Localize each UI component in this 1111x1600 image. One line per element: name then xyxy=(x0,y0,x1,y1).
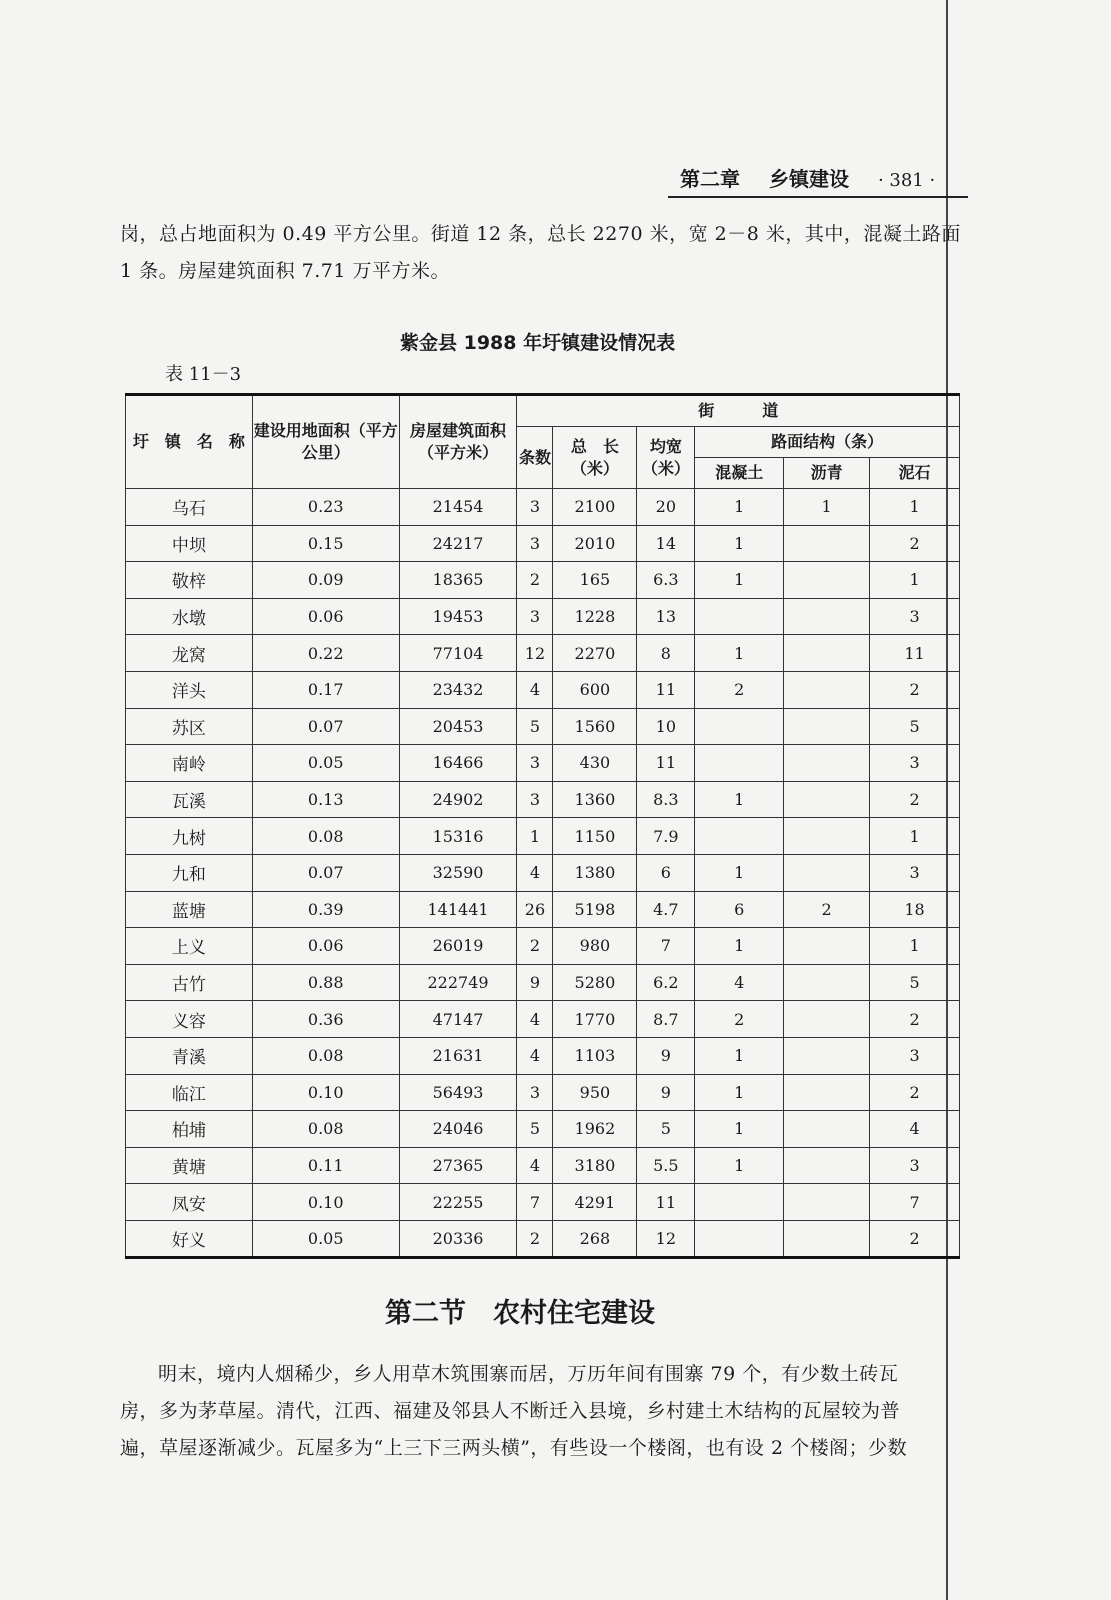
cell-length: 1560 xyxy=(553,708,637,745)
cell-length: 5280 xyxy=(553,964,637,1001)
cell-gravel: 1 xyxy=(870,928,960,965)
table-row xyxy=(126,745,960,782)
table-row xyxy=(126,1001,960,1038)
cell-width: 8 xyxy=(637,635,695,672)
header-building-area: 房屋建筑面积（平方米） xyxy=(399,395,517,489)
table-row xyxy=(126,1220,960,1258)
cell-building: 23432 xyxy=(399,671,517,708)
header-concrete: 混凝土 xyxy=(695,458,784,489)
cell-length: 268 xyxy=(553,1220,637,1258)
cell-land: 0.10 xyxy=(252,1074,399,1111)
cell-name: 敬梓 xyxy=(126,562,253,599)
cell-gravel: 5 xyxy=(870,964,960,1001)
table-row xyxy=(126,781,960,818)
cell-width: 6.3 xyxy=(637,562,695,599)
cell-width: 20 xyxy=(637,489,695,526)
cell-asphalt xyxy=(784,562,870,599)
cell-concrete: 1 xyxy=(695,1111,784,1148)
cell-count: 4 xyxy=(517,1147,553,1184)
cell-name: 九和 xyxy=(126,854,253,891)
cell-building: 16466 xyxy=(399,745,517,782)
table-row xyxy=(126,854,960,891)
cell-asphalt: 1 xyxy=(784,489,870,526)
cell-name: 好义 xyxy=(126,1220,253,1258)
table-row xyxy=(126,489,960,526)
intro-line: 岗，总占地面积为 0.49 平方公里。街道 12 条，总长 2270 米，宽 2－8 米，其中，混凝土路面 xyxy=(120,223,961,245)
table-row xyxy=(126,598,960,635)
header-count: 条数 xyxy=(517,427,553,489)
cell-land: 0.10 xyxy=(252,1184,399,1221)
cell-name: 凤安 xyxy=(126,1184,253,1221)
cell-name: 龙窝 xyxy=(126,635,253,672)
cell-width: 11 xyxy=(637,671,695,708)
cell-asphalt xyxy=(784,671,870,708)
cell-name: 临江 xyxy=(126,1074,253,1111)
cell-concrete: 1 xyxy=(695,928,784,965)
table-row xyxy=(126,818,960,855)
cell-concrete: 1 xyxy=(695,562,784,599)
cell-count: 3 xyxy=(517,525,553,562)
cell-asphalt xyxy=(784,1184,870,1221)
cell-gravel: 2 xyxy=(870,1074,960,1111)
header-rule xyxy=(668,196,968,198)
cell-gravel: 1 xyxy=(870,562,960,599)
cell-length: 2270 xyxy=(553,635,637,672)
cell-length: 4291 xyxy=(553,1184,637,1221)
cell-building: 20336 xyxy=(399,1220,517,1258)
cell-name: 瓦溪 xyxy=(126,781,253,818)
cell-gravel: 11 xyxy=(870,635,960,672)
cell-length: 1962 xyxy=(553,1111,637,1148)
cell-concrete xyxy=(695,1220,784,1258)
cell-asphalt xyxy=(784,708,870,745)
cell-land: 0.39 xyxy=(252,891,399,928)
cell-width: 14 xyxy=(637,525,695,562)
cell-building: 141441 xyxy=(399,891,517,928)
cell-land: 0.36 xyxy=(252,1001,399,1038)
cell-gravel: 3 xyxy=(870,1147,960,1184)
cell-name: 黄塘 xyxy=(126,1147,253,1184)
cell-count: 3 xyxy=(517,1074,553,1111)
cell-count: 4 xyxy=(517,671,553,708)
table-row xyxy=(126,1184,960,1221)
cell-name: 古竹 xyxy=(126,964,253,1001)
cell-count: 26 xyxy=(517,891,553,928)
cell-concrete: 1 xyxy=(695,1147,784,1184)
cell-name: 义容 xyxy=(126,1001,253,1038)
cell-asphalt xyxy=(784,745,870,782)
cell-count: 2 xyxy=(517,928,553,965)
cell-width: 5 xyxy=(637,1111,695,1148)
header-total-length: 总 长（米） xyxy=(553,427,637,489)
cell-land: 0.08 xyxy=(252,1111,399,1148)
cell-count: 9 xyxy=(517,964,553,1001)
cell-asphalt xyxy=(784,964,870,1001)
cell-asphalt xyxy=(784,1220,870,1258)
table-row xyxy=(126,928,960,965)
cell-gravel: 3 xyxy=(870,1037,960,1074)
cell-width: 11 xyxy=(637,745,695,782)
table-title: 紫金县 1988 年圩镇建设情况表 xyxy=(400,332,676,354)
cell-count: 3 xyxy=(517,598,553,635)
cell-land: 0.06 xyxy=(252,598,399,635)
cell-width: 7.9 xyxy=(637,818,695,855)
cell-name: 苏区 xyxy=(126,708,253,745)
cell-name: 南岭 xyxy=(126,745,253,782)
cell-width: 12 xyxy=(637,1220,695,1258)
cell-land: 0.08 xyxy=(252,1037,399,1074)
cell-length: 1770 xyxy=(553,1001,637,1038)
cell-concrete: 2 xyxy=(695,1001,784,1038)
cell-length: 1103 xyxy=(553,1037,637,1074)
header-gravel: 泥石 xyxy=(870,458,960,489)
table-row xyxy=(126,525,960,562)
cell-land: 0.22 xyxy=(252,635,399,672)
cell-land: 0.07 xyxy=(252,854,399,891)
cell-concrete: 1 xyxy=(695,781,784,818)
body-line: 明末，境内人烟稀少，乡人用草木筑围寨而居，万历年间有围寨 79 个，有少数土砖瓦 xyxy=(158,1363,899,1385)
cell-name: 洋头 xyxy=(126,671,253,708)
cell-land: 0.06 xyxy=(252,928,399,965)
table-number: 表 11－3 xyxy=(165,364,242,385)
cell-width: 11 xyxy=(637,1184,695,1221)
cell-gravel: 4 xyxy=(870,1111,960,1148)
cell-count: 3 xyxy=(517,781,553,818)
cell-length: 1228 xyxy=(553,598,637,635)
cell-name: 蓝塘 xyxy=(126,891,253,928)
cell-gravel: 7 xyxy=(870,1184,960,1221)
cell-building: 26019 xyxy=(399,928,517,965)
cell-length: 1360 xyxy=(553,781,637,818)
cell-asphalt xyxy=(784,818,870,855)
chapter-title: 乡镇建设 xyxy=(768,167,849,191)
page-number: · 381 · xyxy=(877,170,936,191)
cell-width: 13 xyxy=(637,598,695,635)
chapter-label: 第二章 xyxy=(680,167,740,191)
cell-width: 9 xyxy=(637,1074,695,1111)
cell-length: 3180 xyxy=(553,1147,637,1184)
running-header xyxy=(680,163,980,193)
cell-length: 5198 xyxy=(553,891,637,928)
body-paragraph xyxy=(120,1356,990,1467)
header-streets: 街 道 xyxy=(517,395,960,427)
cell-land: 0.88 xyxy=(252,964,399,1001)
cell-concrete: 1 xyxy=(695,1037,784,1074)
cell-concrete xyxy=(695,708,784,745)
cell-count: 3 xyxy=(517,489,553,526)
table-row xyxy=(126,1111,960,1148)
header-avg-width: 均宽（米） xyxy=(637,427,695,489)
cell-gravel: 2 xyxy=(870,1220,960,1258)
body-line: 房，多为茅草屋。清代，江西、福建及邻县人不断迁入县境，乡村建土木结构的瓦屋较为普 xyxy=(120,1400,901,1422)
cell-concrete: 1 xyxy=(695,1074,784,1111)
cell-building: 77104 xyxy=(399,635,517,672)
cell-asphalt xyxy=(784,1037,870,1074)
cell-building: 19453 xyxy=(399,598,517,635)
cell-building: 56493 xyxy=(399,1074,517,1111)
cell-land: 0.23 xyxy=(252,489,399,526)
cell-asphalt xyxy=(784,854,870,891)
header-name: 圩 镇 名 称 xyxy=(126,395,253,489)
cell-land: 0.15 xyxy=(252,525,399,562)
cell-gravel: 2 xyxy=(870,525,960,562)
cell-concrete: 1 xyxy=(695,525,784,562)
cell-gravel: 5 xyxy=(870,708,960,745)
cell-asphalt xyxy=(784,635,870,672)
intro-paragraph xyxy=(120,216,990,290)
cell-building: 222749 xyxy=(399,964,517,1001)
cell-count: 2 xyxy=(517,562,553,599)
cell-building: 47147 xyxy=(399,1001,517,1038)
cell-length: 950 xyxy=(553,1074,637,1111)
table-row xyxy=(126,1147,960,1184)
cell-asphalt xyxy=(784,598,870,635)
cell-width: 9 xyxy=(637,1037,695,1074)
cell-building: 22255 xyxy=(399,1184,517,1221)
cell-count: 3 xyxy=(517,745,553,782)
cell-concrete: 1 xyxy=(695,489,784,526)
cell-width: 7 xyxy=(637,928,695,965)
cell-length: 2010 xyxy=(553,525,637,562)
cell-length: 1150 xyxy=(553,818,637,855)
cell-length: 1380 xyxy=(553,854,637,891)
cell-concrete: 1 xyxy=(695,854,784,891)
cell-length: 2100 xyxy=(553,489,637,526)
cell-width: 8.7 xyxy=(637,1001,695,1038)
cell-land: 0.08 xyxy=(252,818,399,855)
cell-count: 4 xyxy=(517,854,553,891)
cell-length: 600 xyxy=(553,671,637,708)
table-row xyxy=(126,1074,960,1111)
intro-line: 1 条。房屋建筑面积 7.71 万平方米。 xyxy=(120,260,451,282)
body-line: 遍，草屋逐渐减少。瓦屋多为“上三下三两头横”，有些设一个楼阁，也有设 2 个楼阁；少数 xyxy=(120,1437,908,1459)
cell-width: 6 xyxy=(637,854,695,891)
cell-building: 18365 xyxy=(399,562,517,599)
cell-count: 7 xyxy=(517,1184,553,1221)
cell-gravel: 2 xyxy=(870,1001,960,1038)
cell-gravel: 18 xyxy=(870,891,960,928)
header-asphalt: 沥青 xyxy=(784,458,870,489)
table-row xyxy=(126,671,960,708)
table-body xyxy=(126,489,960,1258)
cell-land: 0.11 xyxy=(252,1147,399,1184)
cell-concrete: 2 xyxy=(695,671,784,708)
cell-name: 九树 xyxy=(126,818,253,855)
table-row xyxy=(126,562,960,599)
cell-count: 5 xyxy=(517,1111,553,1148)
cell-land: 0.17 xyxy=(252,671,399,708)
cell-name: 上义 xyxy=(126,928,253,965)
cell-gravel: 3 xyxy=(870,598,960,635)
cell-count: 2 xyxy=(517,1220,553,1258)
table-row xyxy=(126,708,960,745)
cell-building: 15316 xyxy=(399,818,517,855)
cell-asphalt xyxy=(784,781,870,818)
cell-length: 980 xyxy=(553,928,637,965)
cell-count: 4 xyxy=(517,1001,553,1038)
cell-gravel: 2 xyxy=(870,671,960,708)
cell-land: 0.13 xyxy=(252,781,399,818)
cell-asphalt xyxy=(784,1074,870,1111)
cell-gravel: 2 xyxy=(870,781,960,818)
cell-asphalt xyxy=(784,1111,870,1148)
cell-building: 27365 xyxy=(399,1147,517,1184)
cell-asphalt xyxy=(784,1001,870,1038)
cell-concrete xyxy=(695,818,784,855)
cell-asphalt xyxy=(784,525,870,562)
cell-gravel: 3 xyxy=(870,854,960,891)
cell-gravel: 3 xyxy=(870,745,960,782)
cell-concrete xyxy=(695,1184,784,1221)
cell-land: 0.05 xyxy=(252,745,399,782)
cell-asphalt xyxy=(784,1147,870,1184)
cell-name: 青溪 xyxy=(126,1037,253,1074)
header-land-area: 建设用地面积（平方公里） xyxy=(252,395,399,489)
cell-building: 24217 xyxy=(399,525,517,562)
cell-count: 12 xyxy=(517,635,553,672)
table-row xyxy=(126,1037,960,1074)
cell-concrete xyxy=(695,598,784,635)
table-row xyxy=(126,964,960,1001)
cell-width: 4.7 xyxy=(637,891,695,928)
cell-count: 1 xyxy=(517,818,553,855)
cell-name: 中坝 xyxy=(126,525,253,562)
cell-concrete xyxy=(695,745,784,782)
cell-length: 430 xyxy=(553,745,637,782)
cell-building: 21631 xyxy=(399,1037,517,1074)
header-surface: 路面结构（条） xyxy=(695,427,960,458)
cell-count: 4 xyxy=(517,1037,553,1074)
cell-asphalt xyxy=(784,928,870,965)
table-row xyxy=(126,635,960,672)
cell-length: 165 xyxy=(553,562,637,599)
cell-name: 柏埔 xyxy=(126,1111,253,1148)
table-row xyxy=(126,891,960,928)
cell-asphalt: 2 xyxy=(784,891,870,928)
cell-land: 0.09 xyxy=(252,562,399,599)
cell-width: 10 xyxy=(637,708,695,745)
cell-building: 21454 xyxy=(399,489,517,526)
section-title: 第二节 农村住宅建设 xyxy=(385,1298,655,1329)
cell-concrete: 1 xyxy=(695,635,784,672)
cell-concrete: 6 xyxy=(695,891,784,928)
cell-name: 乌石 xyxy=(126,489,253,526)
cell-gravel: 1 xyxy=(870,489,960,526)
cell-land: 0.07 xyxy=(252,708,399,745)
cell-building: 20453 xyxy=(399,708,517,745)
cell-building: 24902 xyxy=(399,781,517,818)
cell-count: 5 xyxy=(517,708,553,745)
cell-building: 24046 xyxy=(399,1111,517,1148)
cell-building: 32590 xyxy=(399,854,517,891)
cell-concrete: 4 xyxy=(695,964,784,1001)
town-construction-table xyxy=(125,393,960,1259)
cell-gravel: 1 xyxy=(870,818,960,855)
cell-name: 水墩 xyxy=(126,598,253,635)
cell-land: 0.05 xyxy=(252,1220,399,1258)
cell-width: 8.3 xyxy=(637,781,695,818)
cell-width: 5.5 xyxy=(637,1147,695,1184)
cell-width: 6.2 xyxy=(637,964,695,1001)
